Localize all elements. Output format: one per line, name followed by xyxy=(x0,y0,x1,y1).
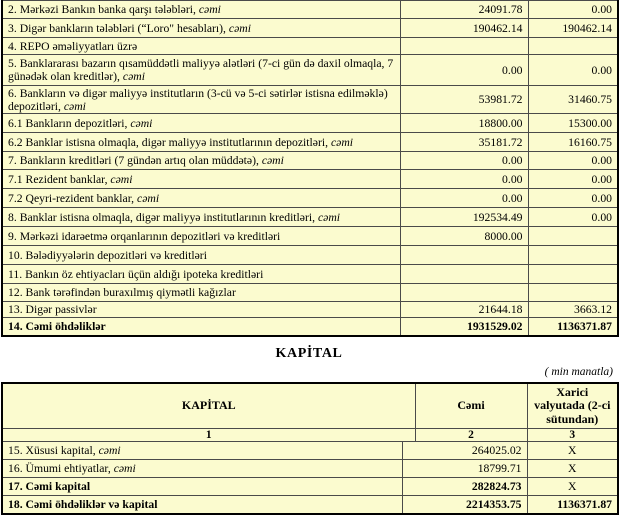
foreign-value-cell: 0.00 xyxy=(528,170,618,189)
foreign-value-cell xyxy=(528,38,618,55)
row-label: 6. Bankların və digər maliyyə institutların (3-cü və 5-ci sətirlər istisna edilməklə) depozitləri, xyxy=(8,86,388,113)
table-row xyxy=(2,38,618,55)
unit-note: ( min manatla) xyxy=(544,366,613,378)
row-label-cell xyxy=(2,189,400,208)
total-value-cell: 53981.72 xyxy=(400,86,528,114)
total-value-cell xyxy=(400,284,528,302)
row-label: 15. Xüsusi kapital, xyxy=(8,444,99,457)
foreign-value-cell: 0.00 xyxy=(528,189,618,208)
foreign-value-cell: 0.00 xyxy=(528,208,618,227)
foreign-value-cell: 1136371.87 xyxy=(528,318,618,336)
cemi-suffix: cəmi xyxy=(110,172,133,186)
foreign-value-cell: X xyxy=(527,460,618,478)
table-row xyxy=(2,208,618,227)
row-label-cell xyxy=(2,86,400,114)
table-row xyxy=(2,170,618,189)
row-label: 7. Bankların kreditləri (7 gündən artıq olan müddətə), xyxy=(8,154,262,167)
column-index-row xyxy=(2,429,618,442)
capital-header-total: Cəmi xyxy=(415,383,527,429)
row-label-cell xyxy=(2,38,400,55)
row-label: 2. Mərkəzi Bankın banka qarşı tələbləri, xyxy=(8,3,199,16)
cemi-suffix: cəmi xyxy=(113,462,136,475)
table-row xyxy=(2,189,618,208)
foreign-value-cell: 0.00 xyxy=(528,1,618,19)
row-label: 16. Ümumi ehtiyatlar, xyxy=(8,462,114,475)
row-label-cell xyxy=(2,460,402,478)
table-row xyxy=(2,478,618,496)
row-label-cell xyxy=(2,133,400,152)
foreign-value-cell: 16160.75 xyxy=(528,133,618,152)
foreign-value-cell: 0.00 xyxy=(528,152,618,170)
table-row xyxy=(2,302,618,318)
liabilities-table xyxy=(1,0,619,337)
row-label: 9. Mərkəzi idarəetmə orqanlarının depozitləri və kreditləri xyxy=(8,229,281,243)
cemi-suffix: cəmi xyxy=(330,135,354,149)
total-value-cell: 0.00 xyxy=(400,55,528,86)
row-label: 12. Bank tərəfindən buraxılmış qiymətli kağızlar xyxy=(8,286,236,299)
row-label-cell xyxy=(2,496,402,514)
cemi-suffix: cəmi xyxy=(228,21,251,35)
index-cell-2: 2 xyxy=(415,429,527,442)
foreign-value-cell xyxy=(528,265,618,284)
total-value-cell xyxy=(400,246,528,265)
table-row xyxy=(2,284,618,302)
total-value-cell: 8000.00 xyxy=(400,227,528,246)
row-label: 8. Banklar istisna olmaqla, digər maliyyə institutlarının kreditləri, xyxy=(8,210,318,224)
index-cell-3: 3 xyxy=(527,429,618,442)
row-label-cell xyxy=(2,265,400,284)
row-label-cell xyxy=(2,478,402,496)
table-row xyxy=(2,442,618,460)
cemi-suffix: cəmi xyxy=(63,99,86,113)
cemi-suffix: cəmi xyxy=(130,116,153,130)
table-row xyxy=(2,265,618,284)
cemi-suffix: cəmi xyxy=(137,191,160,205)
table-row xyxy=(2,246,618,265)
row-label: 5. Banklararası bazarın qısamüddətli maliyyə alətləri (7-ci gün də daxil olmaqla, 7 günədək olan kreditlər), xyxy=(8,57,394,83)
cemi-suffix: cəmi xyxy=(122,70,145,83)
foreign-value-cell xyxy=(528,246,618,265)
capital-table xyxy=(1,382,619,515)
foreign-value-cell xyxy=(528,284,618,302)
table-row xyxy=(2,86,618,114)
capital-header-row xyxy=(2,383,618,429)
row-label: 4. REPO əməliyyatları üzrə xyxy=(8,39,138,53)
total-value-cell: 18799.71 xyxy=(402,460,527,478)
row-label-cell xyxy=(2,284,400,302)
total-value-cell xyxy=(400,38,528,55)
row-label-cell xyxy=(2,55,400,86)
total-value-cell: 190462.14 xyxy=(400,19,528,38)
row-label: 7.1 Rezident banklar, xyxy=(8,172,111,186)
row-label: 6.1 Bankların depozitləri, xyxy=(8,116,131,130)
total-value-cell: 24091.78 xyxy=(400,1,528,19)
row-label-cell xyxy=(2,152,400,170)
row-label-cell xyxy=(2,114,400,133)
total-value-cell: 1931529.02 xyxy=(400,318,528,336)
foreign-value-cell: 31460.75 xyxy=(528,86,618,114)
table-row xyxy=(2,114,618,133)
row-label: 18. Cəmi öhdəliklər və kapital xyxy=(8,497,158,511)
table-row xyxy=(2,496,618,514)
foreign-value-cell: 0.00 xyxy=(528,55,618,86)
row-label: 13. Digər passivlər xyxy=(8,303,97,316)
table-row xyxy=(2,55,618,86)
index-cell-1: 1 xyxy=(2,429,415,442)
cemi-suffix: cəmi xyxy=(317,210,341,224)
capital-tbody xyxy=(2,383,618,514)
row-label: 11. Bankın öz ehtiyacları üçün aldığı ipoteka kreditləri xyxy=(8,267,264,281)
foreign-value-cell: X xyxy=(527,478,618,496)
cemi-suffix: cəmi xyxy=(98,444,121,457)
foreign-value-cell: 1136371.87 xyxy=(527,496,618,514)
total-value-cell: 282824.73 xyxy=(402,478,527,496)
row-label: 6.2 Banklar istisna olmaqla, digər maliyyə institutlarının depozitləri, xyxy=(8,135,331,149)
row-label-cell xyxy=(2,442,402,460)
row-label: 10. Bələdiyyələrin depozitləri və kreditləri xyxy=(8,248,207,262)
total-value-cell: 0.00 xyxy=(400,152,528,170)
foreign-value-cell: X xyxy=(527,442,618,460)
row-label-cell xyxy=(2,302,400,318)
table-row xyxy=(2,460,618,478)
cemi-suffix: cəmi xyxy=(261,154,284,167)
row-label: 17. Cəmi kapital xyxy=(8,480,91,493)
total-value-cell: 0.00 xyxy=(400,170,528,189)
foreign-value-cell: 190462.14 xyxy=(528,19,618,38)
row-label-cell xyxy=(2,246,400,265)
table-row xyxy=(2,318,618,336)
table-row xyxy=(2,227,618,246)
capital-header-name: KAPİTAL xyxy=(2,383,415,429)
total-value-cell: 0.00 xyxy=(400,189,528,208)
row-label-cell xyxy=(2,1,400,19)
row-label-cell xyxy=(2,170,400,189)
total-value-cell: 18800.00 xyxy=(400,114,528,133)
foreign-value-cell: 15300.00 xyxy=(528,114,618,133)
table-row xyxy=(2,1,618,19)
row-label-cell xyxy=(2,208,400,227)
total-value-cell: 35181.72 xyxy=(400,133,528,152)
table-row xyxy=(2,152,618,170)
table-row xyxy=(2,133,618,152)
row-label-cell xyxy=(2,318,400,336)
liabilities-tbody xyxy=(2,1,618,336)
total-value-cell: 264025.02 xyxy=(402,442,527,460)
row-label: 7.2 Qeyri-rezident banklar, xyxy=(8,191,138,205)
table-row xyxy=(2,19,618,38)
row-label-cell xyxy=(2,19,400,38)
total-value-cell: 192534.49 xyxy=(400,208,528,227)
row-label: 3. Digər bankların tələbləri (“Loro" hesabları), xyxy=(8,21,229,35)
cemi-suffix: cəmi xyxy=(198,3,221,16)
capital-title: KAPİTAL xyxy=(275,346,343,361)
foreign-value-cell xyxy=(528,227,618,246)
total-value-cell: 21644.18 xyxy=(400,302,528,318)
capital-header-foreign: Xarici valyutada (2-ci sütundan) xyxy=(527,383,618,429)
foreign-value-cell: 3663.12 xyxy=(528,302,618,318)
total-value-cell xyxy=(400,265,528,284)
total-value-cell: 2214353.75 xyxy=(402,496,527,514)
row-label: 14. Cəmi öhdəliklər xyxy=(8,319,106,333)
row-label-cell xyxy=(2,227,400,246)
